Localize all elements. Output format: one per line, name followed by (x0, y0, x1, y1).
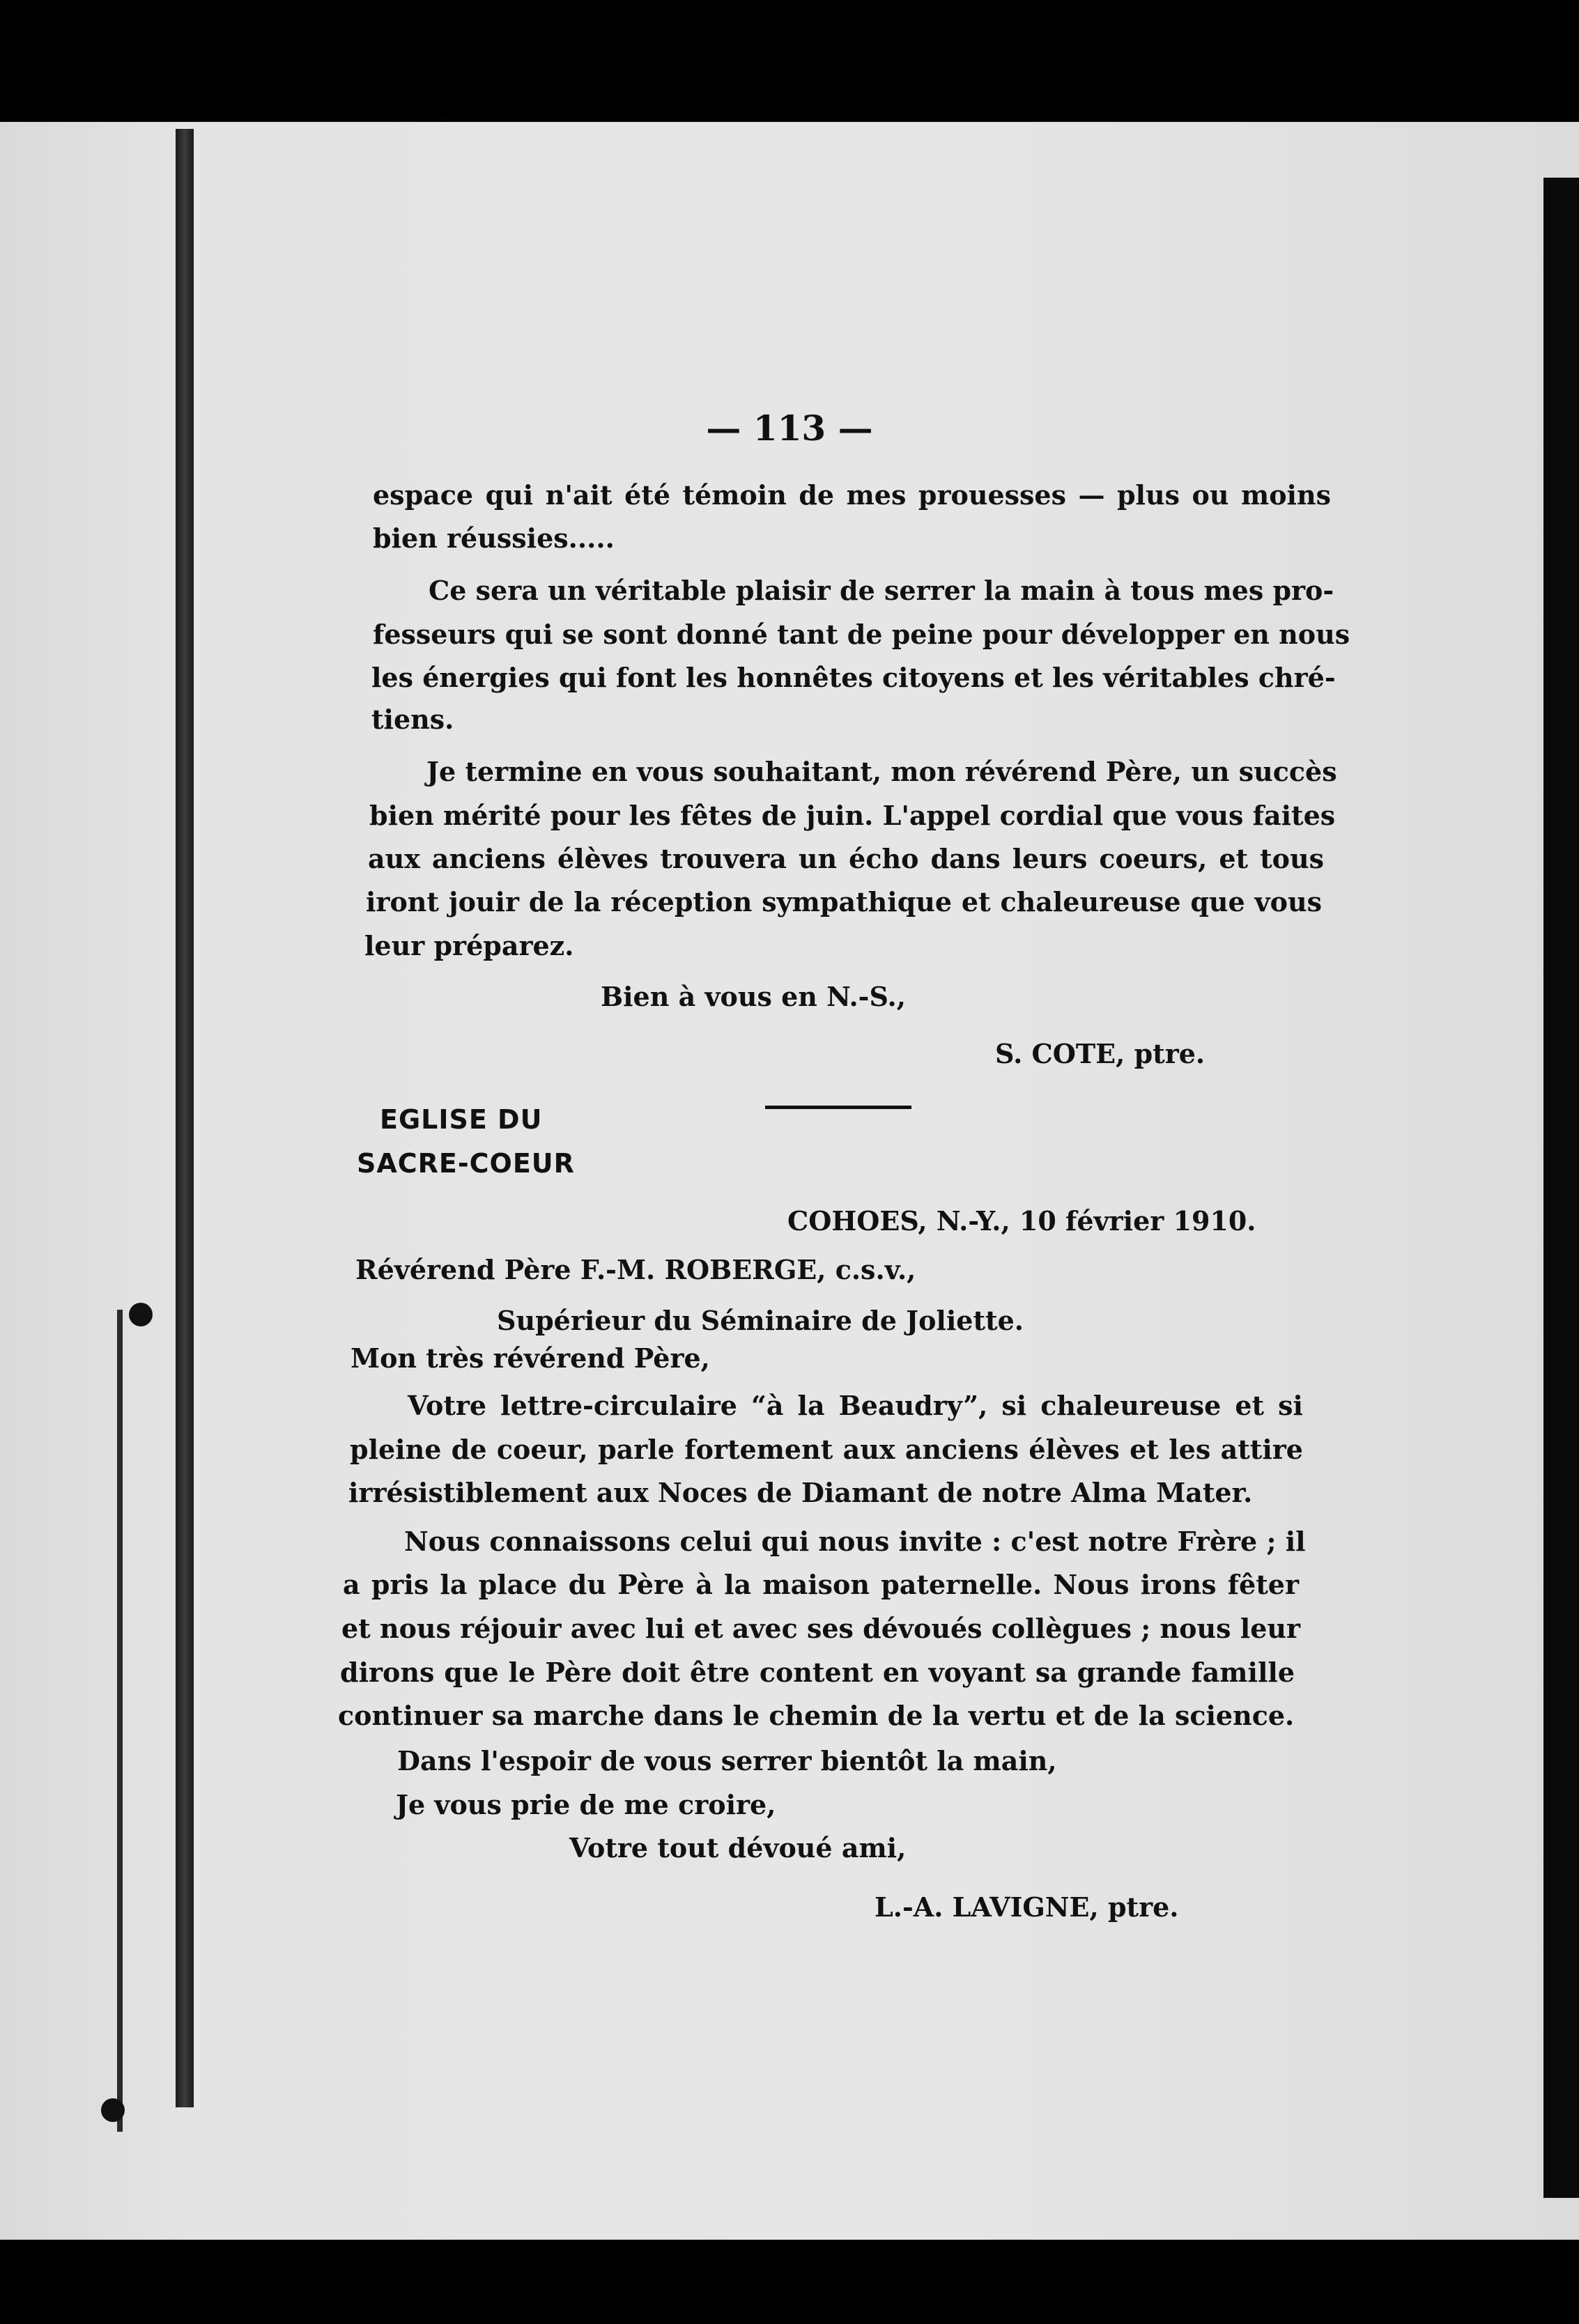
letter1-line-5: les énergies qui font les honnêtes citoyens et les véritables chré- (371, 662, 1336, 693)
letter2-closing-2: Je vous prie de me croire, (396, 1789, 776, 1820)
letterhead-line-2: SACRE-COEUR (357, 1148, 575, 1179)
letter1-line-8: bien mérité pour les fêtes de juin. L'appel cordial que vous faites (369, 800, 1336, 831)
letter1-line-6: tiens. (371, 704, 454, 735)
letter1-line-4: fesseurs qui se sont donné tant de peine pour développer en nous (373, 619, 1350, 650)
letterhead-line-1: EGLISE DU (380, 1104, 543, 1135)
letter2-line-7: dirons que le Père doit être content en voyant sa grande famille (340, 1657, 1295, 1688)
letter2-closing-3: Votre tout dévoué ami, (569, 1832, 907, 1864)
letter2-line-8: continuer sa marche dans le chemin de la vertu et de la science. (338, 1700, 1295, 1731)
letter2-line-2: pleine de coeur, parle fortement aux anciens élèves et les attire (350, 1434, 1303, 1465)
letter1-line-1: espace qui n'ait été témoin de mes prouesses — plus ou moins (373, 479, 1331, 511)
letter1-line-11: leur préparez. (364, 930, 574, 961)
letter1-line-10: iront jouir de la réception sympathique et chaleureuse que vous (366, 886, 1322, 917)
letter2-place-date: COHOES, N.-Y., 10 février 1910. (787, 1205, 1256, 1237)
letter2-line-6: et nous réjouir avec lui et avec ses dévoués collègues ; nous leur (341, 1613, 1301, 1644)
letter1-line-7: Je termine en vous souhaitant, mon révérend Père, un succès (426, 756, 1337, 787)
letter2-line-1: Votre lettre-circulaire “à la Beaudry”, si chaleureuse et si (408, 1390, 1303, 1421)
letter2-line-4: Nous connaissons celui qui nous invite : c'est notre Frère ; il (404, 1526, 1306, 1557)
section-divider (765, 1106, 911, 1109)
letter2-closing-1: Dans l'espoir de vous serrer bientôt la main, (397, 1745, 1057, 1776)
letter1-line-3: Ce sera un véritable plaisir de serrer la main à tous mes pro- (429, 575, 1334, 606)
letter1-line-9: aux anciens élèves trouvera un écho dans leurs coeurs, et tous (368, 843, 1324, 874)
letter1-closing: Bien à vous en N.-S., (601, 981, 907, 1012)
letter2-addressee: Révérend Père F.-M. ROBERGE, c.s.v., (355, 1254, 916, 1285)
page-number: — 113 — (706, 408, 873, 449)
letter2-salutation: Mon très révérend Père, (351, 1342, 710, 1374)
letter2-line-3: irrésistiblement aux Noces de Diamant de notre Alma Mater. (348, 1477, 1253, 1508)
letter1-line-2: bien réussies..... (373, 522, 615, 554)
letter2-addressee-title: Supérieur du Séminaire de Joliette. (497, 1305, 1024, 1336)
letter2-signature: L.-A. LAVIGNE, ptre. (875, 1891, 1179, 1923)
letter1-signature: S. COTE, ptre. (995, 1038, 1206, 1069)
letter2-line-5: a pris la place du Père à la maison paternelle. Nous irons fêter (343, 1569, 1299, 1600)
